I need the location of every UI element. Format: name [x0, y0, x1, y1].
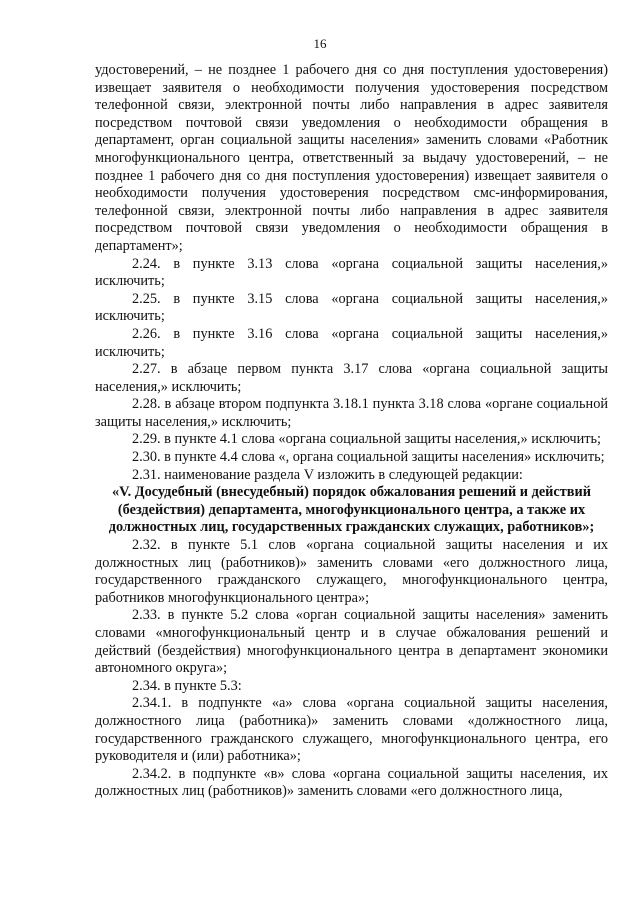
paragraph-item-2-25: 2.25. в пункте 3.15 слова «органа социальной защиты населения,» исключить;	[95, 290, 608, 325]
paragraph-continuation: удостоверений, – не позднее 1 рабочего дня со дня поступления удостоверения) извещает заявителя о необходимости получения удостоверения посредством телефонной связи, электронной почты либо направления в адрес заявителя посредством почтовой связи уведомления о необходимости обращения в департамент, орган социальной защиты населения» заменить словами «Работник многофункционального центра, ответственный за выдачу удостоверений, – не позднее 1 рабочего дня со дня поступления удостоверения) извещает заявителя о необходимости получения удостоверения посредством смс-информирования, телефонной связи, электронной почты либо направления в адрес заявителя посредством почтовой связи уведомления о необходимости обращения в департамент»;	[95, 62, 608, 254]
paragraph-item-2-29: 2.29. в пункте 4.1 слова «органа социальной защиты населения,» исключить;	[132, 431, 601, 448]
section-v-heading: «V. Досудебный (внесудебный) порядок обжалования решений и действий (бездействия) департамента, многофункционального центра, а также их должностных лиц, государственных гражданских служащих, работников»;	[108, 484, 595, 536]
paragraph-item-2-34-2: 2.34.2. в подпункте «в» слова «органа социальной защиты населения, их должностных лиц (работников)» заменить словами «его должностного лица,	[95, 765, 608, 800]
paragraph-item-2-28: 2.28. в абзаце втором подпункта 3.18.1 пункта 3.18 слова «органе социальной защиты населения,» исключить;	[95, 396, 608, 430]
paragraph-item-2-26: 2.26. в пункте 3.16 слова «органа социальной защиты населения,» исключить;	[95, 325, 608, 360]
paragraph-item-2-33: 2.33. в пункте 5.2 слова «орган социальной защиты населения» заменить словами «многофункциональный центр и в случае обжалования решений и действий (бездействия) многофункционального центра в департамент экономики автономного округа»;	[95, 607, 608, 677]
paragraph-item-2-34: 2.34. в пункте 5.3:	[132, 677, 242, 694]
paragraph-item-2-31: 2.31. наименование раздела V изложить в следующей редакции:	[132, 466, 523, 483]
document-body	[95, 62, 608, 801]
page-number: 16	[313, 36, 327, 51]
paragraph-item-2-34-1: 2.34.1. в подпункте «а» слова «органа социальной защиты населения, должностного лица (работника)» заменить словами «должностного лица, государственного гражданского служащего, многофункционального центра, его руководителя и (или) работника»;	[95, 695, 608, 765]
paragraph-item-2-27: 2.27. в абзаце первом пункта 3.17 слова «органа социальной защиты населения,» исключить;	[95, 361, 608, 395]
paragraph-item-2-32: 2.32. в пункте 5.1 слов «органа социальной защиты населения и их должностных лиц (работников)» заменить словами «его должностного лица, государственного гражданского служащего, многофункционального центра, работников многофункционального центра»;	[95, 537, 608, 606]
paragraph-item-2-24: 2.24. в пункте 3.13 слова «органа социальной защиты населения,» исключить;	[95, 255, 608, 290]
paragraph-item-2-30: 2.30. в пункте 4.4 слова «, органа социальной защиты населения» исключить;	[132, 449, 605, 466]
